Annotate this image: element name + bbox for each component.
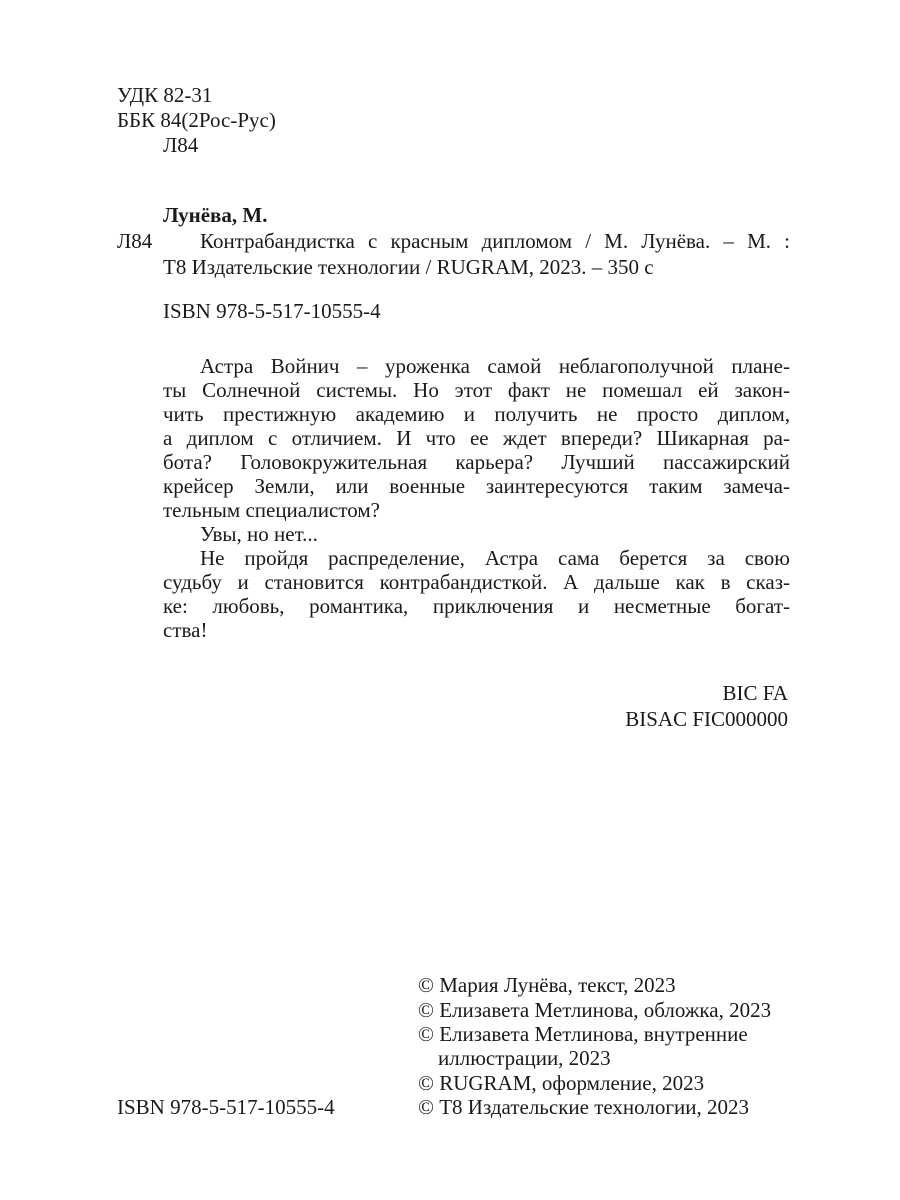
record-isbn: ISBN 978-5-517-10555-4 [163, 299, 381, 323]
record-author: Лунёва, М. [163, 203, 268, 227]
copyright-line: © RUGRAM, оформление, 2023 [418, 1071, 705, 1095]
annotation-line: ства! [163, 618, 208, 642]
copyright-line: © Мария Лунёва, текст, 2023 [418, 973, 676, 997]
annotation-line: крейсер Земли, или военные заинтересуются таким замеча- [163, 474, 790, 498]
author-sign: Л84 [163, 133, 199, 157]
copyright-line: © Елизавета Метлинова, внутренние [418, 1022, 748, 1046]
annotation-line: ке: любовь, романтика, приключения и несметные богат- [163, 594, 790, 618]
annotation-line: а диплом с отличием. И что ее ждет впереди? Шикарная ра- [163, 426, 790, 450]
annotation-line: Не пройдя распределение, Астра сама берется за свою [200, 546, 790, 570]
annotation-line: Увы, но нет... [200, 522, 318, 546]
annotation-line: Астра Войнич – уроженка самой неблагополучной плане- [200, 354, 790, 378]
bisac-code: BISAC FIC000000 [625, 707, 788, 731]
copyright-line: иллюстрации, 2023 [438, 1046, 611, 1070]
udk-code: УДК 82-31 [117, 83, 213, 107]
copyright-line: © Елизавета Метлинова, обложка, 2023 [418, 998, 772, 1022]
bic-code: BIC FA [722, 681, 788, 705]
annotation-line: ты Солнечной системы. Но этот факт не помешал ей закон- [163, 378, 790, 402]
record-title-line-1: Контрабандистка с красным дипломом / М. Лунёва. – М. : [200, 229, 790, 253]
annotation-line: судьбу и становится контрабандисткой. А дальше как в сказ- [163, 570, 790, 594]
annotation-line: тельным специалистом? [163, 498, 380, 522]
record-title-line-2: Т8 Издательские технологии / RUGRAM, 2023. – 350 с [163, 255, 654, 279]
copyright-line: © Т8 Издательские технологии, 2023 [418, 1095, 749, 1119]
bbk-code: ББК 84(2Рос-Рус) [117, 108, 276, 132]
annotation-line: бота? Головокружительная карьера? Лучший пассажирский [163, 450, 790, 474]
bottom-isbn: ISBN 978-5-517-10555-4 [117, 1095, 335, 1119]
annotation-line: чить престижную академию и получить не просто диплом, [163, 402, 790, 426]
record-sign: Л84 [117, 229, 153, 253]
